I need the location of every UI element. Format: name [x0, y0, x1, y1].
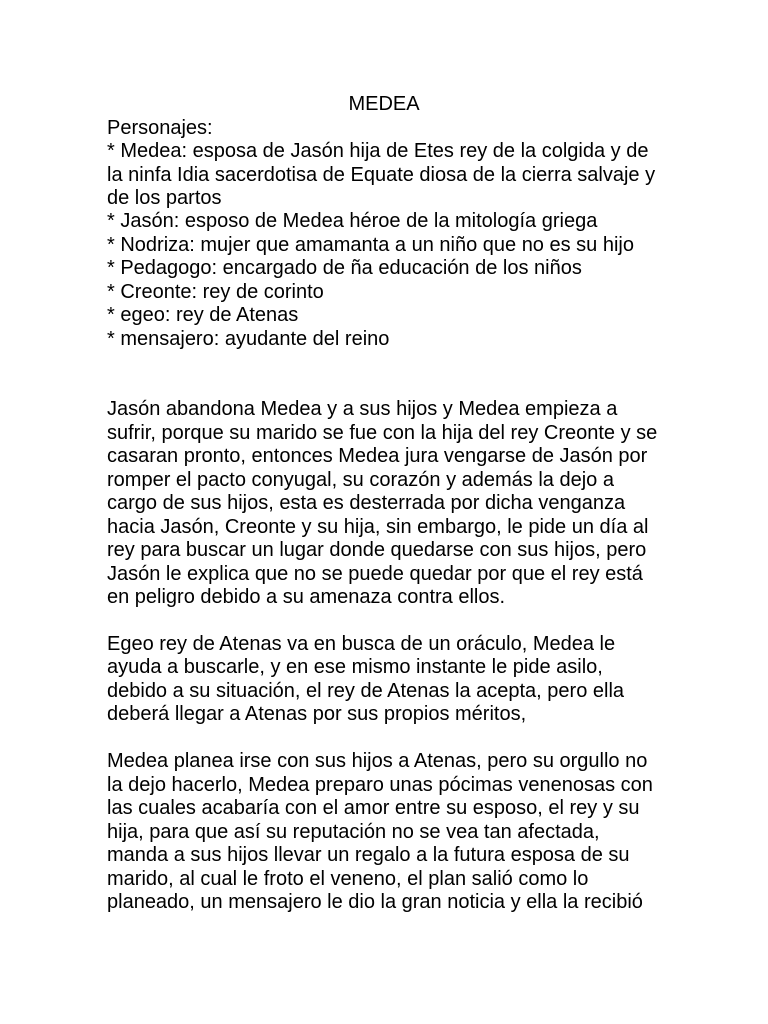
character-line: * Nodriza: mujer que amamanta a un niño que no es su hijo: [107, 234, 634, 256]
document-title: MEDEA: [348, 93, 420, 115]
paragraph-line: planeado, un mensajero le dio la gran noticia y ella la recibió: [107, 891, 643, 913]
paragraph-line: las cuales acabaría con el amor entre su esposo, el rey y su: [107, 797, 640, 819]
paragraph-line: en peligro debido a su amenaza contra ellos.: [107, 586, 506, 608]
character-line: * Jasón: esposo de Medea héroe de la mitología griega: [107, 210, 598, 232]
character-line: * Creonte: rey de corinto: [107, 281, 324, 303]
paragraph-line: la dejo hacerlo, Medea preparo unas pócimas venenosas con: [107, 774, 653, 796]
paragraph-line: Jasón le explica que no se puede quedar por que el rey está: [107, 563, 643, 585]
paragraph-line: Egeo rey de Atenas va en busca de un oráculo, Medea le: [107, 633, 616, 655]
paragraph-line: manda a sus hijos llevar un regalo a la futura esposa de su: [107, 844, 630, 866]
paragraph-line: hija, para que así su reputación no se vea tan afectada,: [107, 821, 600, 843]
paragraph-line: Medea planea irse con sus hijos a Atenas, pero su orgullo no: [107, 750, 648, 772]
paragraph-line: debido a su situación, el rey de Atenas la acepta, pero ella: [107, 680, 625, 702]
paragraph-line: romper el pacto conyugal, su corazón y además la dejo a: [107, 469, 614, 491]
paragraph-line: marido, al cual le froto el veneno, el plan salió como lo: [107, 868, 589, 890]
character-line: * Medea: esposa de Jasón hija de Etes rey de la colgida y de: [107, 140, 649, 162]
character-line: la ninfa Idia sacerdotisa de Equate diosa de la cierra salvaje y: [107, 164, 656, 186]
paragraph-line: Jasón abandona Medea y a sus hijos y Medea empieza a: [107, 398, 618, 420]
paragraph-line: casaran pronto, entonces Medea jura vengarse de Jasón por: [107, 445, 648, 467]
characters-heading: Personajes:: [107, 117, 213, 139]
paragraph-line: ayuda a buscarle, y en ese mismo instante le pide asilo,: [107, 656, 603, 678]
character-line: de los partos: [107, 187, 222, 209]
character-line: * egeo: rey de Atenas: [107, 304, 299, 326]
character-line: * Pedagogo: encargado de ña educación de los niños: [107, 257, 582, 279]
paragraph-line: hacia Jasón, Creonte y su hija, sin embargo, le pide un día al: [107, 516, 649, 538]
paragraph-line: deberá llegar a Atenas por sus propios méritos,: [107, 703, 527, 725]
paragraph-line: rey para buscar un lugar donde quedarse con sus hijos, pero: [107, 539, 647, 561]
paragraph-line: sufrir, porque su marido se fue con la hija del rey Creonte y se: [107, 422, 658, 444]
character-line: * mensajero: ayudante del reino: [107, 328, 390, 350]
paragraph-line: cargo de sus hijos, esta es desterrada por dicha venganza: [107, 492, 626, 514]
